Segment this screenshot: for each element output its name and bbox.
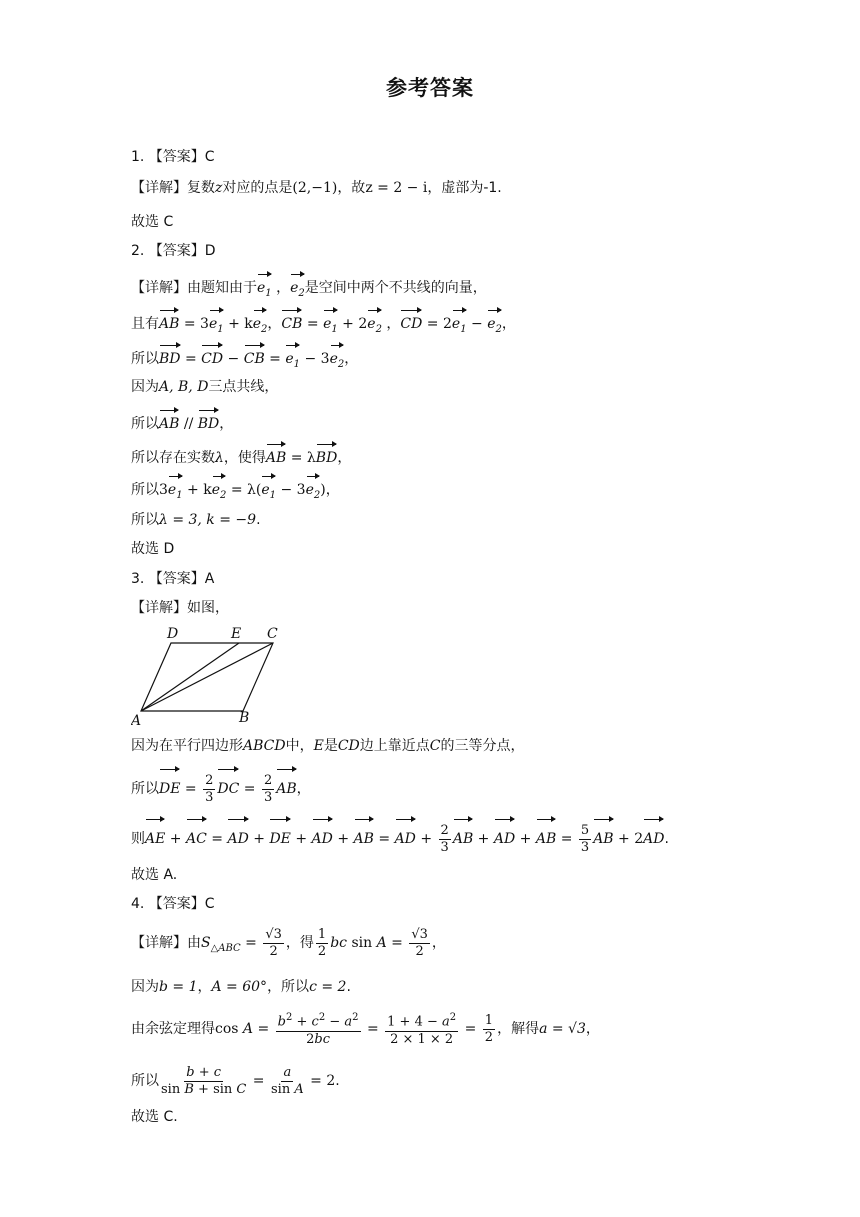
label-e: E	[231, 626, 242, 642]
label-c: C	[267, 626, 278, 642]
q2-detail-4: 因为A, B, D三点共线，	[131, 379, 279, 395]
q4-detail-4: 所以 $\frac{b + c}{\text{sin B + sin C}}$ = $\frac{a}{\text{sin A}}$ = 2.	[131, 1064, 340, 1097]
diagonal-ac	[141, 643, 273, 711]
page-title: 参考答案	[386, 76, 474, 100]
q2-detail-2: 且有AB = $3e_1 + ke_2$，CB = $e_1 + 2e_2$ ，CD = $2e_1 - e_2$，	[131, 307, 516, 341]
parallelogram-diagram	[131, 624, 291, 726]
q2-detail-6: 所以存在实数λ，使得AB = λBD，	[131, 441, 351, 469]
q2-choose: 故选 D	[131, 541, 175, 557]
q4-answer: 4. 【答案】C	[131, 896, 215, 912]
q3-detail: 【详解】如图，	[131, 600, 229, 616]
q3-choose: 故选 A.	[131, 867, 178, 883]
q4-choose: 故选 C.	[131, 1109, 178, 1125]
q2-detail-7: 所以$3e_1 + ke_2 = \lambda(e_1 - 3e_2)$，	[131, 473, 340, 507]
label-d: D	[167, 626, 179, 642]
q1-answer: 1. 【答案】C	[131, 149, 215, 165]
q3-answer: 3. 【答案】A	[131, 571, 215, 587]
q2-detail-1: 【详解】由题知由于$e_1$ ，$e_2$是空间中两个不共线的向量，	[131, 271, 487, 305]
q3-detail-3: 则AE + AC = AD + DE + AD + AB = AD + $\frac{2}{3}$ AB + AD + AB = $\frac{5}{3}$ AB + 2AD.	[131, 816, 669, 856]
q2-detail-8: 所以λ = 3, k = −9.	[131, 512, 261, 528]
q4-detail-1: 【详解】由$S_{\triangle ABC}$ = $\frac{√3}{2}$ ，得 $\frac{1}{2}$ bc sin A = $\frac{√3}{2}$ ，	[131, 926, 446, 959]
q1-detail: 【详解】复数z对应的点是(2,−1)，故z = 2 − i，虚部为-1.	[131, 180, 502, 196]
q2-detail-3: 所以BD = CD − CB = $e_1 - 3e_2$，	[131, 342, 358, 376]
label-b: B	[239, 710, 250, 726]
q3-detail-2: 所以DE = $\frac{2}{3}$ DC = $\frac{2}{3}$ AB，	[131, 766, 311, 806]
q4-detail-2: 因为b = 1，A = 60°，所以c = 2.	[131, 979, 351, 995]
q3-detail-1: 因为在平行四边形ABCD中，E是CD边上靠近点C的三等分点，	[131, 738, 525, 754]
q2-answer: 2. 【答案】D	[131, 243, 216, 259]
q2-detail-5: 所以AB // BD，	[131, 407, 233, 435]
label-a: A	[131, 713, 142, 726]
q4-detail-3: 由余弦定理得cos A = $\frac{b^2 + c^2 - a^2}{2bc}$ = $\frac{1 + 4 - a^2}{2 \times 1 \times 2}$ = $\frac{1}{2}$ ，解得a = √3，	[131, 1012, 600, 1047]
q1-choose: 故选 C	[131, 214, 174, 230]
